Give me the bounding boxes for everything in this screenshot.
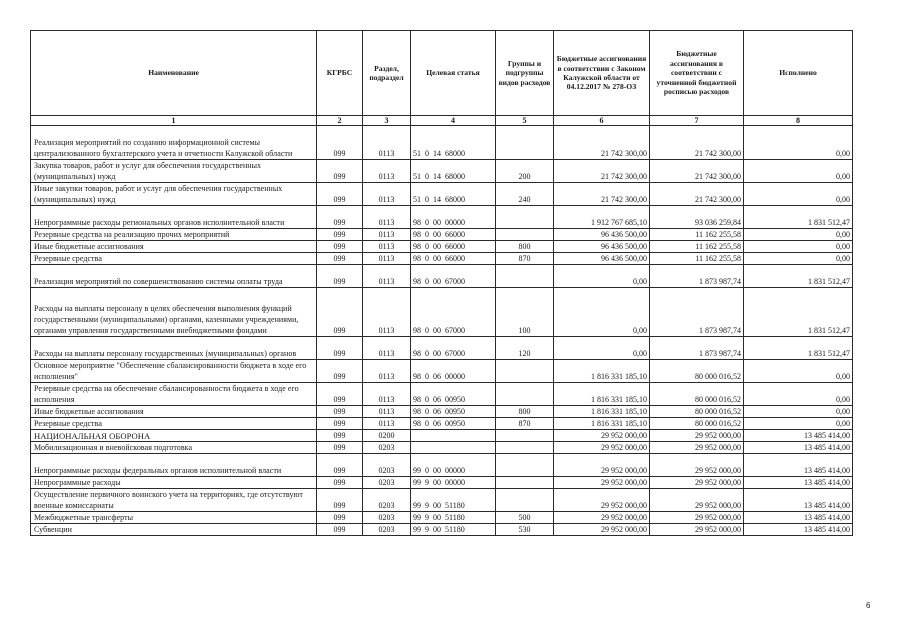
row-name: Иные закупки товаров, работ и услуг для обеспечения государственных (муниципальных) нужд — [31, 183, 317, 206]
row-law-amount: 1 816 331 185,10 — [554, 406, 650, 418]
row-law-amount: 29 952 000,00 — [554, 442, 650, 454]
table-row — [31, 524, 853, 536]
row-name: Иные бюджетные ассигнования — [31, 406, 317, 418]
row-law-amount: 29 952 000,00 — [554, 524, 650, 536]
row-executed-amount: 0,00 — [744, 183, 853, 206]
row-executed-amount: 0,00 — [744, 126, 853, 160]
row-executed-amount: 0,00 — [744, 418, 853, 430]
row-kgrbs: 099 — [317, 383, 363, 406]
row-section: 0203 — [363, 442, 411, 454]
row-law-amount: 0,00 — [554, 337, 650, 360]
row-name: Иные бюджетные ассигнования — [31, 241, 317, 253]
row-law-amount: 96 436 500,00 — [554, 253, 650, 265]
row-target: 51 0 14 68000 — [411, 160, 496, 183]
header-name: Наименование — [31, 31, 317, 116]
table-row — [31, 442, 853, 454]
header-list-assignments: Бюджетные ассигнования в соответствии с уточненной бюджетной росписью расходов — [650, 31, 744, 116]
header-executed: Исполнено — [744, 31, 853, 116]
row-kgrbs: 099 — [317, 430, 363, 442]
row-name: Мобилизационная и вневойсковая подготовка — [31, 442, 317, 454]
row-target: 99 9 00 00000 — [411, 477, 496, 489]
row-list-amount: 80 000 016,52 — [650, 418, 744, 430]
row-kgrbs: 099 — [317, 418, 363, 430]
row-target: 99 9 00 51180 — [411, 489, 496, 512]
row-section: 0113 — [363, 265, 411, 288]
column-number: 1 — [31, 116, 317, 126]
budget-document — [30, 30, 852, 536]
row-executed-amount: 0,00 — [744, 360, 853, 383]
column-number: 4 — [411, 116, 496, 126]
budget-table — [30, 30, 853, 536]
row-kgrbs: 099 — [317, 206, 363, 229]
row-group: 120 — [496, 337, 554, 360]
row-list-amount: 93 036 259,84 — [650, 206, 744, 229]
row-name: Резервные средства — [31, 253, 317, 265]
row-kgrbs: 099 — [317, 160, 363, 183]
row-name: Закупка товаров, работ и услуг для обеспечения государственных (муниципальных) нужд — [31, 160, 317, 183]
table-row — [31, 253, 853, 265]
row-law-amount: 21 742 300,00 — [554, 126, 650, 160]
row-name: Расходы на выплаты персоналу государственных (муниципальных) органов — [31, 337, 317, 360]
table-row — [31, 265, 853, 288]
row-kgrbs: 099 — [317, 454, 363, 477]
row-section: 0113 — [363, 406, 411, 418]
row-list-amount: 11 162 255,58 — [650, 229, 744, 241]
row-target: 98 0 00 67000 — [411, 265, 496, 288]
row-law-amount: 0,00 — [554, 265, 650, 288]
row-list-amount: 80 000 016,52 — [650, 383, 744, 406]
table-row — [31, 288, 853, 337]
row-name: Основное мероприятие "Обеспечение сбалансированности бюджета в ходе его исполнения" — [31, 360, 317, 383]
row-kgrbs: 099 — [317, 477, 363, 489]
row-group — [496, 454, 554, 477]
table-row — [31, 406, 853, 418]
row-list-amount: 21 742 300,00 — [650, 160, 744, 183]
table-row — [31, 477, 853, 489]
row-kgrbs: 099 — [317, 406, 363, 418]
header-section: Раздел, подраздел — [363, 31, 411, 116]
row-group — [496, 265, 554, 288]
row-group: 100 — [496, 288, 554, 337]
row-executed-amount: 0,00 — [744, 229, 853, 241]
row-target: 98 0 00 00000 — [411, 206, 496, 229]
row-law-amount: 0,00 — [554, 288, 650, 337]
row-kgrbs: 099 — [317, 442, 363, 454]
row-group: 870 — [496, 418, 554, 430]
row-group: 800 — [496, 241, 554, 253]
column-number: 3 — [363, 116, 411, 126]
header-group: Группы и подгруппы видов расходов — [496, 31, 554, 116]
row-target: 98 0 06 00950 — [411, 418, 496, 430]
row-list-amount: 21 742 300,00 — [650, 183, 744, 206]
table-row — [31, 512, 853, 524]
row-executed-amount: 13 485 414,00 — [744, 430, 853, 442]
row-target: 98 0 00 66000 — [411, 241, 496, 253]
row-kgrbs: 099 — [317, 512, 363, 524]
row-executed-amount: 0,00 — [744, 253, 853, 265]
row-group — [496, 442, 554, 454]
table-row — [31, 360, 853, 383]
row-section: 0113 — [363, 183, 411, 206]
column-number: 5 — [496, 116, 554, 126]
row-name: Резервные средства — [31, 418, 317, 430]
row-target: 99 9 00 51180 — [411, 512, 496, 524]
row-section: 0113 — [363, 160, 411, 183]
table-row — [31, 454, 853, 477]
row-section: 0203 — [363, 512, 411, 524]
table-row — [31, 430, 853, 442]
row-group — [496, 360, 554, 383]
row-name: Резервные средства на обеспечение сбалансированности бюджета в ходе его исполнения — [31, 383, 317, 406]
header-row — [31, 31, 853, 116]
row-section: 0113 — [363, 253, 411, 265]
row-executed-amount: 0,00 — [744, 383, 853, 406]
row-list-amount: 29 952 000,00 — [650, 430, 744, 442]
row-name: Непрограммные расходы — [31, 477, 317, 489]
row-section: 0203 — [363, 524, 411, 536]
row-list-amount: 80 000 016,52 — [650, 360, 744, 383]
row-law-amount: 96 436 500,00 — [554, 241, 650, 253]
row-list-amount: 29 952 000,00 — [650, 442, 744, 454]
row-group — [496, 229, 554, 241]
row-law-amount: 21 742 300,00 — [554, 183, 650, 206]
table-row — [31, 241, 853, 253]
row-law-amount: 29 952 000,00 — [554, 512, 650, 524]
row-kgrbs: 099 — [317, 241, 363, 253]
row-list-amount: 11 162 255,58 — [650, 253, 744, 265]
row-law-amount: 96 436 500,00 — [554, 229, 650, 241]
header-target: Целевая статья — [411, 31, 496, 116]
header-law-assignments: Бюджетные ассигнования в соответствии с Законом Калужской области от 04.12.2017 № 278-ОЗ — [554, 31, 650, 116]
row-name: Реализация мероприятий по созданию информационной системы централизованного бухгалтерского учета и отчетности Калужской области — [31, 126, 317, 160]
table-row — [31, 229, 853, 241]
row-group: 500 — [496, 512, 554, 524]
row-section: 0203 — [363, 454, 411, 477]
header-kgrbs: КГРБС — [317, 31, 363, 116]
row-target: 98 0 06 00000 — [411, 360, 496, 383]
row-group — [496, 126, 554, 160]
row-section: 0113 — [363, 383, 411, 406]
row-kgrbs: 099 — [317, 229, 363, 241]
row-kgrbs: 099 — [317, 489, 363, 512]
row-section: 0113 — [363, 418, 411, 430]
row-name: Субвенции — [31, 524, 317, 536]
row-name: Осуществление первичного воинского учета на территориях, где отсутствуют военные комиссариаты — [31, 489, 317, 512]
row-list-amount: 29 952 000,00 — [650, 489, 744, 512]
row-name: Непрограммные расходы региональных органов исполнительной власти — [31, 206, 317, 229]
table-row — [31, 337, 853, 360]
row-executed-amount: 0,00 — [744, 241, 853, 253]
table-row — [31, 383, 853, 406]
row-target: 98 0 06 00950 — [411, 406, 496, 418]
row-group — [496, 383, 554, 406]
column-number: 2 — [317, 116, 363, 126]
row-executed-amount: 13 485 414,00 — [744, 442, 853, 454]
row-group — [496, 489, 554, 512]
row-executed-amount: 13 485 414,00 — [744, 477, 853, 489]
row-kgrbs: 099 — [317, 288, 363, 337]
row-kgrbs: 099 — [317, 265, 363, 288]
row-law-amount: 29 952 000,00 — [554, 477, 650, 489]
row-law-amount: 1 912 767 685,10 — [554, 206, 650, 229]
row-executed-amount: 13 485 414,00 — [744, 489, 853, 512]
row-target — [411, 430, 496, 442]
row-group: 870 — [496, 253, 554, 265]
row-executed-amount: 0,00 — [744, 160, 853, 183]
row-section: 0203 — [363, 477, 411, 489]
row-target: 98 0 00 66000 — [411, 229, 496, 241]
row-kgrbs: 099 — [317, 126, 363, 160]
table-row — [31, 160, 853, 183]
row-list-amount: 1 873 987,74 — [650, 337, 744, 360]
row-group: 200 — [496, 160, 554, 183]
row-section: 0113 — [363, 241, 411, 253]
column-number: 6 — [554, 116, 650, 126]
row-name: Реализация мероприятий по совершенствованию системы оплаты труда — [31, 265, 317, 288]
row-section: 0113 — [363, 337, 411, 360]
row-name: Расходы на выплаты персоналу в целях обеспечения выполнения функций государственными (муниципальными) органами, казенными учреждениями, органами управления государственными внебюджетными фондами — [31, 288, 317, 337]
column-number: 7 — [650, 116, 744, 126]
row-name: Межбюджетные трансферты — [31, 512, 317, 524]
row-law-amount: 29 952 000,00 — [554, 454, 650, 477]
row-group — [496, 206, 554, 229]
row-list-amount: 1 873 987,74 — [650, 288, 744, 337]
row-group: 240 — [496, 183, 554, 206]
row-list-amount: 21 742 300,00 — [650, 126, 744, 160]
row-list-amount: 80 000 016,52 — [650, 406, 744, 418]
row-section: 0113 — [363, 288, 411, 337]
row-target: 99 9 00 51180 — [411, 524, 496, 536]
row-section: 0203 — [363, 489, 411, 512]
row-executed-amount: 13 485 414,00 — [744, 524, 853, 536]
table-row — [31, 126, 853, 160]
row-section: 0113 — [363, 206, 411, 229]
row-target: 98 0 00 66000 — [411, 253, 496, 265]
row-kgrbs: 099 — [317, 253, 363, 265]
row-list-amount: 29 952 000,00 — [650, 512, 744, 524]
table-row — [31, 183, 853, 206]
row-executed-amount: 1 831 512,47 — [744, 288, 853, 337]
row-executed-amount: 13 485 414,00 — [744, 512, 853, 524]
row-name: Непрограммные расходы федеральных органов исполнительной власти — [31, 454, 317, 477]
row-list-amount: 29 952 000,00 — [650, 477, 744, 489]
row-group: 530 — [496, 524, 554, 536]
row-executed-amount: 0,00 — [744, 406, 853, 418]
row-law-amount: 1 816 331 185,10 — [554, 418, 650, 430]
row-kgrbs: 099 — [317, 360, 363, 383]
row-list-amount: 1 873 987,74 — [650, 265, 744, 288]
row-executed-amount: 1 831 512,47 — [744, 337, 853, 360]
row-section: 0113 — [363, 229, 411, 241]
row-target — [411, 442, 496, 454]
row-section: 0200 — [363, 430, 411, 442]
row-law-amount: 29 952 000,00 — [554, 489, 650, 512]
row-group — [496, 477, 554, 489]
row-kgrbs: 099 — [317, 183, 363, 206]
column-number-row — [31, 116, 853, 126]
row-list-amount: 29 952 000,00 — [650, 524, 744, 536]
row-law-amount: 1 816 331 185,10 — [554, 383, 650, 406]
row-executed-amount: 1 831 512,47 — [744, 206, 853, 229]
row-executed-amount: 13 485 414,00 — [744, 454, 853, 477]
table-row — [31, 206, 853, 229]
row-target: 98 0 00 67000 — [411, 337, 496, 360]
row-target: 98 0 00 67000 — [411, 288, 496, 337]
row-law-amount: 21 742 300,00 — [554, 160, 650, 183]
row-section: 0113 — [363, 126, 411, 160]
row-target: 99 0 00 00000 — [411, 454, 496, 477]
row-target: 51 0 14 68000 — [411, 126, 496, 160]
row-executed-amount: 1 831 512,47 — [744, 265, 853, 288]
page-number: 6 — [866, 601, 871, 610]
row-list-amount: 11 162 255,58 — [650, 241, 744, 253]
row-target: 51 0 14 68000 — [411, 183, 496, 206]
row-group: 800 — [496, 406, 554, 418]
column-number: 8 — [744, 116, 853, 126]
row-target: 98 0 06 00950 — [411, 383, 496, 406]
row-kgrbs: 099 — [317, 524, 363, 536]
row-kgrbs: 099 — [317, 337, 363, 360]
row-law-amount: 1 816 331 185,10 — [554, 360, 650, 383]
row-name: НАЦИОНАЛЬНАЯ ОБОРОНА — [31, 430, 317, 442]
row-list-amount: 29 952 000,00 — [650, 454, 744, 477]
row-law-amount: 29 952 000,00 — [554, 430, 650, 442]
table-row — [31, 418, 853, 430]
row-group — [496, 430, 554, 442]
table-row — [31, 489, 853, 512]
row-section: 0113 — [363, 360, 411, 383]
row-name: Резервные средства на реализацию прочих мероприятий — [31, 229, 317, 241]
